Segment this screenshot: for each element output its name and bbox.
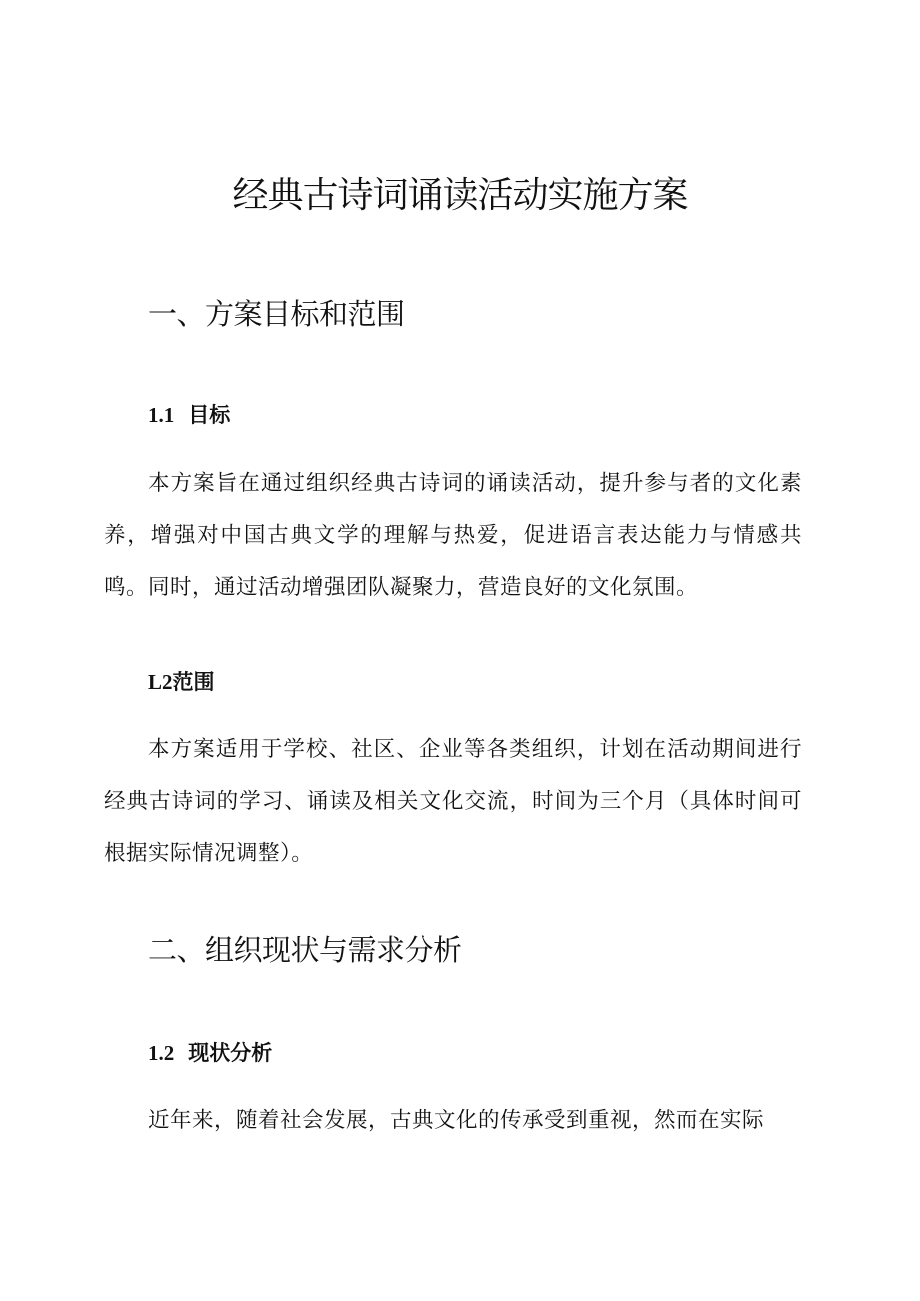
section-heading-status-needs: 二、组织现状与需求分析: [148, 933, 462, 967]
subsection-heading-goals: [148, 399, 230, 431]
subsection-number: 1.1: [148, 403, 175, 427]
subsection-number: L2: [148, 670, 173, 694]
paragraph-status: 近年来，随着社会发展，古典文化的传承受到重视，然而在实际: [148, 1108, 765, 1133]
subsection-title: 目标: [188, 403, 231, 427]
subsection-number: 1.2: [148, 1041, 175, 1065]
subsection-title: 范围: [172, 670, 215, 694]
subsection-heading-status: [148, 1037, 272, 1069]
paragraph-scope: 本方案适用于学校、社区、企业等各类组织，计划在活动期间进行经典古诗词的学习、诵读及相关文化交流，时间为三个月（具体时间可根据实际情况调整）。: [104, 737, 802, 866]
subsection-title: 现状分析: [188, 1041, 273, 1065]
document-title: 经典古诗词诵读活动实施方案: [232, 175, 688, 216]
paragraph-goals: 本方案旨在通过组织经典古诗词的诵读活动，提升参与者的文化素养，增强对中国古典文学的理解与热爱，促进语言表达能力与情感共鸣。同时，通过活动增强团队凝聚力，营造良好的文化氛围。: [104, 471, 802, 600]
section-heading-goals-scope: 一、方案目标和范围: [148, 297, 405, 331]
subsection-heading-scope: [148, 666, 215, 698]
